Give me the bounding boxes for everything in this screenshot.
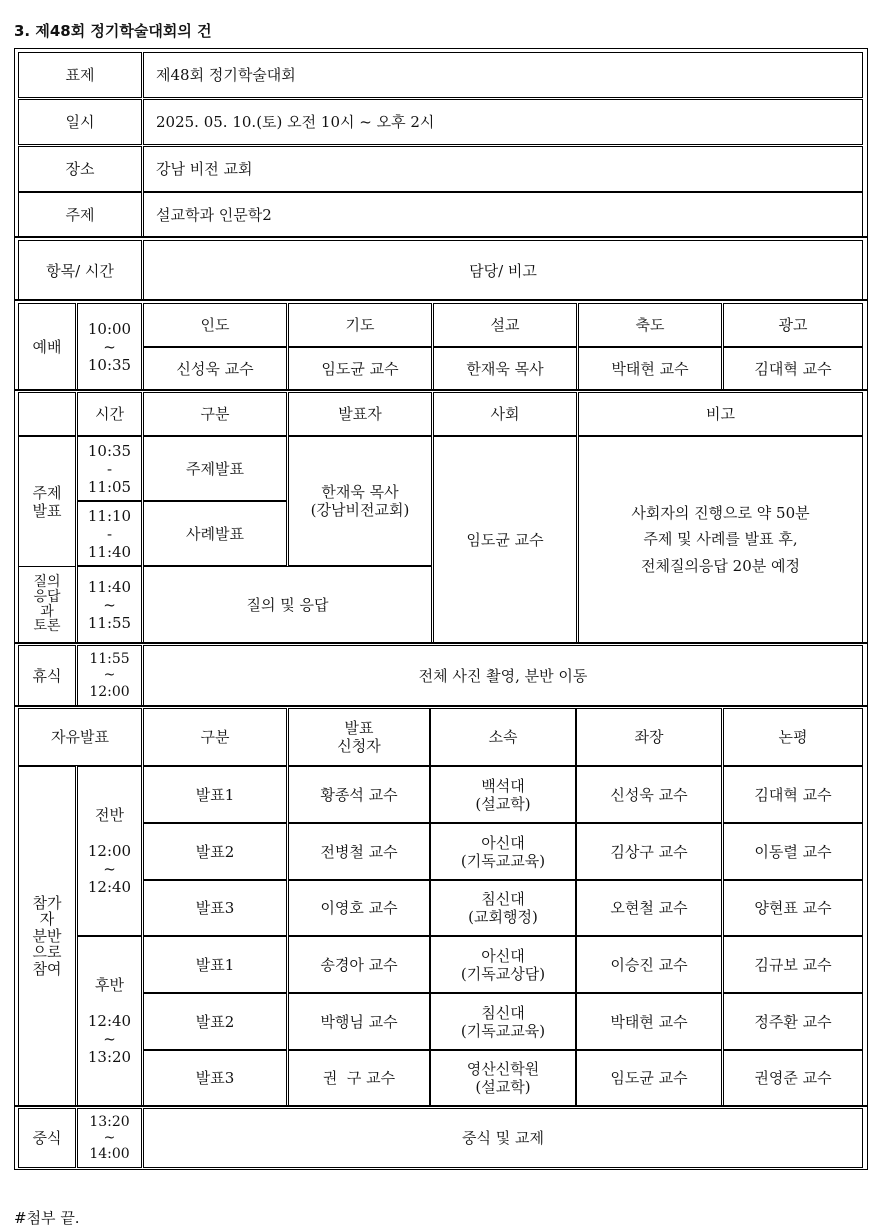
- time-slot: 11:40 ~ 11:55: [77, 566, 142, 643]
- header-category: 구분: [143, 392, 287, 436]
- row-applicant: 권 구 교수: [288, 1050, 430, 1106]
- break-label: 휴식: [18, 645, 76, 706]
- time-slot: 10:35 - 11:05: [77, 436, 142, 501]
- schedule-table: [14, 48, 868, 1170]
- break-desc: 전체 사진 촬영, 분반 이동: [143, 645, 863, 706]
- row-affiliation: 백석대 (설교학): [430, 766, 576, 823]
- value-place: 강남 비전 교회: [143, 146, 863, 192]
- header-affiliation: 소속: [430, 708, 576, 766]
- row-cat: 발표1: [143, 936, 287, 993]
- worship-time: 10:00 ~ 10:35: [77, 303, 142, 391]
- header-note: 비고: [578, 392, 863, 436]
- qa-label: 질의 응답 과 토론: [18, 566, 76, 643]
- row-review: 이동렬 교수: [723, 823, 863, 880]
- row-applicant: 박행님 교수: [288, 993, 430, 1050]
- footer-note: #첨부 끝.: [14, 1209, 80, 1227]
- value-date: 2025. 05. 10.(토) 오전 10시 ~ 오후 2시: [143, 99, 863, 145]
- role-cell: 인도: [143, 303, 287, 347]
- header-presenter: 발표자: [288, 392, 432, 436]
- row-cat: 발표1: [143, 766, 287, 823]
- row-review: 정주환 교수: [723, 993, 863, 1050]
- person-cell: 박태현 교수: [578, 347, 722, 391]
- section-divider: [14, 299, 868, 301]
- label-place: 장소: [18, 146, 142, 192]
- row-affiliation: 영산신학원 (설교학): [430, 1050, 576, 1106]
- row-chair: 김상구 교수: [576, 823, 722, 880]
- row-chair: 신성욱 교수: [576, 766, 722, 823]
- row-review: 김규보 교수: [723, 936, 863, 993]
- second-half-label: 후반 12:40 ~ 13:20: [77, 936, 142, 1106]
- break-time: 11:55 ~ 12:00: [77, 645, 142, 706]
- group-label: 참가 자 분반 으로 참여: [18, 766, 76, 1106]
- section-divider: [14, 389, 868, 391]
- row-review: 권영준 교수: [723, 1050, 863, 1106]
- document-heading: 3. 제48회 정기학술대회의 건: [14, 22, 212, 40]
- row-cat: 발표3: [143, 1050, 287, 1106]
- first-half-label: 전반 12:00 ~ 12:40: [77, 766, 142, 936]
- category-cell: 주제발표: [143, 436, 287, 501]
- row-applicant: 이영호 교수: [288, 880, 430, 936]
- header-moderator: 사회: [433, 392, 577, 436]
- presentation-label: 주제 발표: [18, 436, 76, 566]
- section-divider: [14, 705, 868, 707]
- person-cell: 한재욱 목사: [433, 347, 577, 391]
- section-divider: [14, 236, 868, 238]
- category-cell: 질의 및 응답: [143, 566, 432, 643]
- lunch-desc: 중식 및 교제: [143, 1108, 863, 1168]
- header-role-note: 담당/ 비고: [143, 240, 863, 301]
- header-item-time: 항목/ 시간: [18, 240, 142, 301]
- row-applicant: 전병철 교수: [288, 823, 430, 880]
- section-divider: [14, 642, 868, 644]
- header-time: 시간: [77, 392, 142, 436]
- role-cell: 기도: [288, 303, 432, 347]
- row-review: 양현표 교수: [723, 880, 863, 936]
- header-category: 구분: [143, 708, 287, 766]
- row-chair: 오현철 교수: [576, 880, 722, 936]
- moderator-cell: 임도균 교수: [433, 436, 577, 643]
- role-cell: 설교: [433, 303, 577, 347]
- row-chair: 이승진 교수: [576, 936, 722, 993]
- role-cell: 광고: [723, 303, 863, 347]
- person-cell: 신성욱 교수: [143, 347, 287, 391]
- row-cat: 발표3: [143, 880, 287, 936]
- lunch-time: 13:20 ~ 14:00: [77, 1108, 142, 1168]
- label-theme: 주제: [18, 192, 142, 238]
- row-cat: 발표2: [143, 823, 287, 880]
- person-cell: 임도균 교수: [288, 347, 432, 391]
- presenter-cell: 한재욱 목사 (강남비전교회): [288, 436, 432, 566]
- header-free: 자유발표: [18, 708, 142, 766]
- time-slot: 11:10 - 11:40: [77, 501, 142, 566]
- header-applicant: 발표 신청자: [288, 708, 430, 766]
- row-review: 김대혁 교수: [723, 766, 863, 823]
- row-applicant: 송경아 교수: [288, 936, 430, 993]
- section-divider: [14, 1105, 868, 1107]
- header-review: 논평: [723, 708, 863, 766]
- value-title: 제48회 정기학술대회: [143, 52, 863, 98]
- category-cell: 사례발표: [143, 501, 287, 566]
- row-cat: 발표2: [143, 993, 287, 1050]
- row-affiliation: 침신대 (교회행정): [430, 880, 576, 936]
- header-chair: 좌장: [576, 708, 722, 766]
- note-cell: 사회자의 진행으로 약 50분 주제 및 사례를 발표 후, 전체질의응답 20분 예정: [578, 436, 863, 643]
- row-affiliation: 침신대 (기독교교육): [430, 993, 576, 1050]
- blank-cell: [18, 392, 76, 436]
- person-cell: 김대혁 교수: [723, 347, 863, 391]
- label-title: 표제: [18, 52, 142, 98]
- row-affiliation: 아신대 (기독교교육): [430, 823, 576, 880]
- role-cell: 축도: [578, 303, 722, 347]
- value-theme: 설교학과 인문학2: [143, 192, 863, 238]
- row-applicant: 황종석 교수: [288, 766, 430, 823]
- row-chair: 임도균 교수: [576, 1050, 722, 1106]
- row-chair: 박태현 교수: [576, 993, 722, 1050]
- worship-label: 예배: [18, 303, 76, 391]
- row-affiliation: 아신대 (기독교상담): [430, 936, 576, 993]
- label-date: 일시: [18, 99, 142, 145]
- lunch-label: 중식: [18, 1108, 76, 1168]
